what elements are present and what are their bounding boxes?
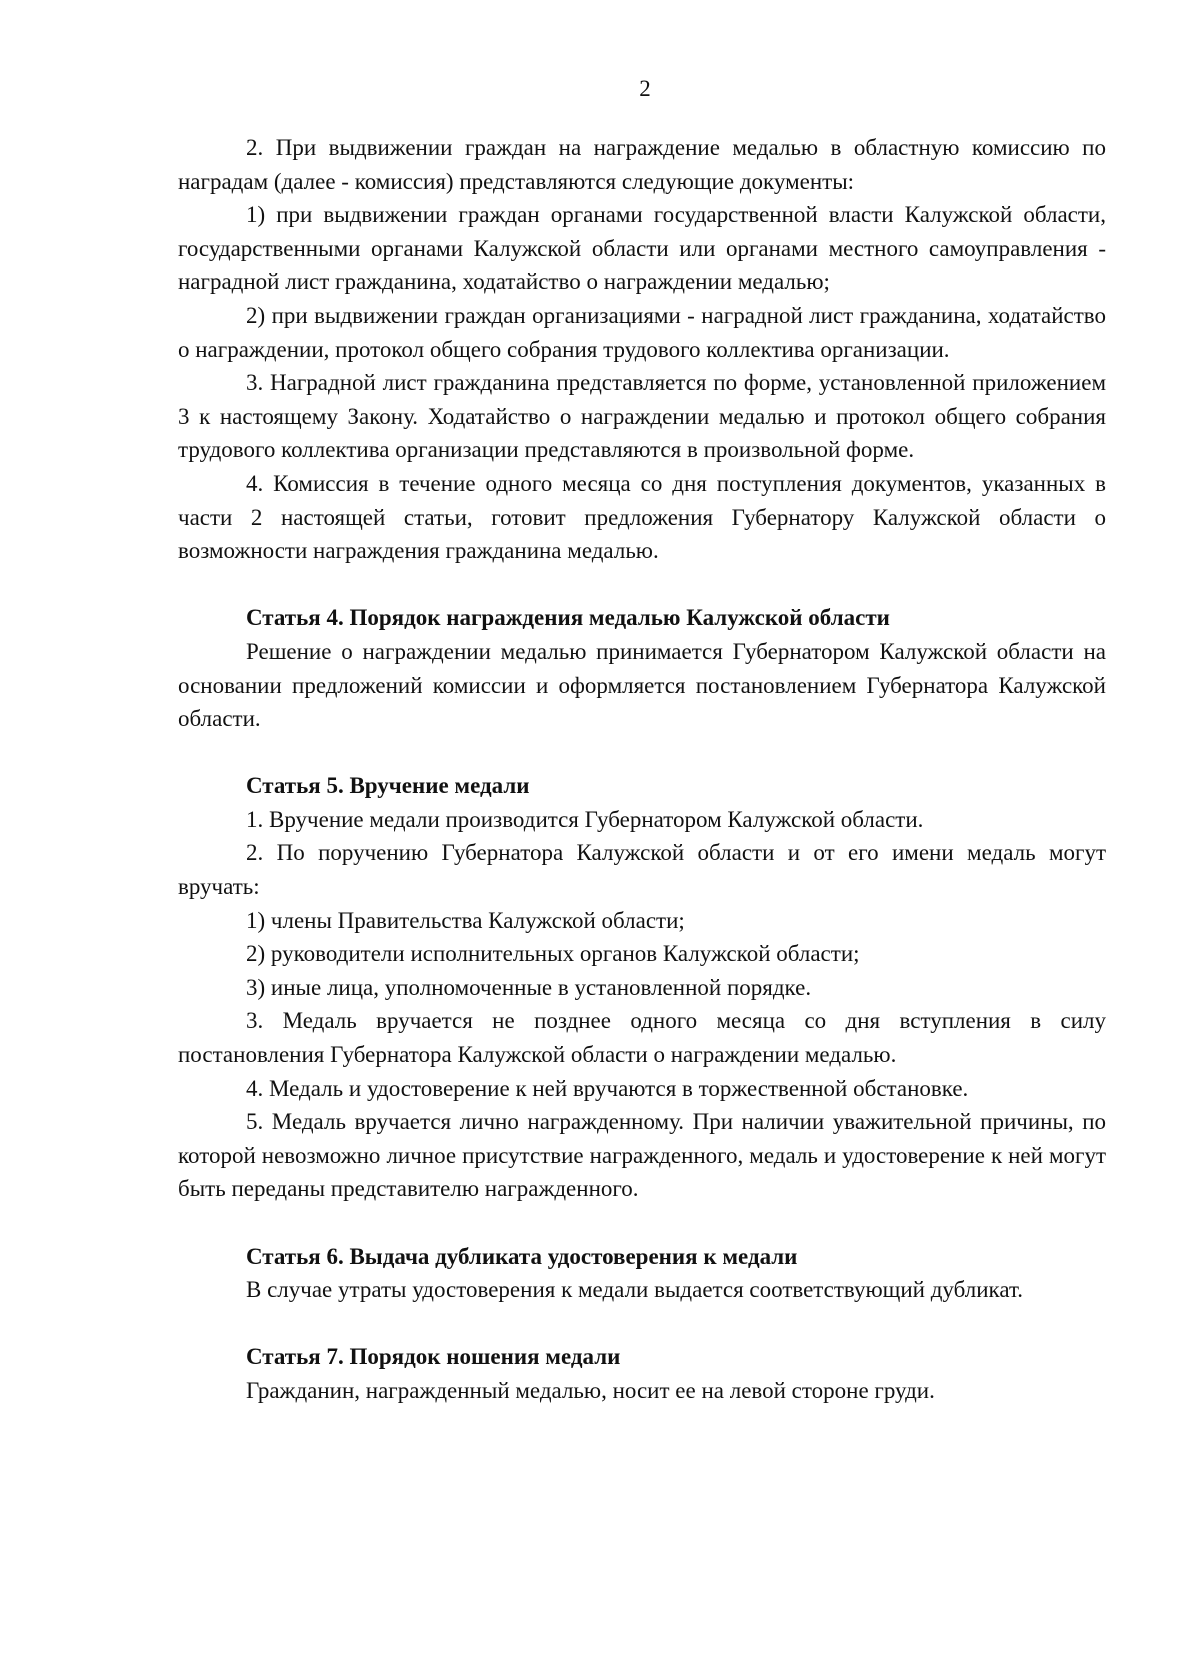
article-5-heading: Статья 5. Вручение медали [246,773,530,799]
paragraph: 2) руководители исполнительных органов Калужской области; [246,941,860,967]
spacer [178,1206,1106,1240]
paragraph: 1. Вручение медали производится Губернатором Калужской области. [246,806,924,832]
article-7-heading: Статья 7. Порядок ношения медали [246,1344,621,1370]
article-6-heading: Статья 6. Выдача дубликата удостоверения к медали [246,1243,798,1269]
paragraph: 2. При выдвижении граждан на награждение медалью в областную комиссию по наградам (далее - комиссия) представляются следующие документы: [178,135,1106,194]
paragraph: 1) члены Правительства Калужской области; [246,907,685,933]
spacer [178,736,1106,770]
paragraph: В случае утраты удостоверения к медали выдается соответствующий дубликат. [246,1277,1024,1303]
paragraph: Гражданин, награжденный медалью, носит ее на левой стороне груди. [246,1377,935,1403]
paragraph: 5. Медаль вручается лично награжденному. При наличии уважительной причины, по которой невозможно личное присутствие награжденного, медаль и удостоверение к ней могут быть переданы представителю награжденного. [178,1109,1106,1202]
document-body [178,131,1106,1408]
paragraph: 3. Медаль вручается не позднее одного месяца со дня вступления в силу постановления Губернатора Калужской области о награждении медалью. [178,1008,1106,1068]
paragraph: 3. Наградной лист гражданина представляется по форме, установленной приложением 3 к настоящему Закону. Ходатайство о награждении медалью и протокол общего собрания трудового коллектива организации представляются в произвольной форме. [178,370,1106,463]
paragraph: Решение о награждении медалью принимается Губернатором Калужской области на основании предложений комиссии и оформляется постановлением Губернатора Калужской области. [178,638,1106,732]
spacer [178,568,1106,602]
paragraph: 2) при выдвижении граждан организациями - наградной лист гражданина, ходатайство о награждении, протокол общего собрания трудового коллектива организации. [178,302,1106,362]
paragraph: 2. По поручению Губернатора Калужской области и от его имени медаль могут вручать: [178,840,1106,900]
paragraph: 4. Медаль и удостоверение к ней вручаются в торжественной обстановке. [246,1075,969,1101]
paragraph: 3) иные лица, уполномоченные в установленной порядке. [246,974,812,1000]
spacer [178,1307,1106,1341]
page-number: 2 [639,76,651,101]
paragraph: 4. Комиссия в течение одного месяца со дня поступления документов, указанных в части 2 настоящей статьи, готовит предложения Губернатору Калужской области о возможности награждения гражданина медалью. [178,470,1106,564]
article-4-heading: Статья 4. Порядок награждения медалью Калужской области [246,605,890,631]
paragraph: 1) при выдвижении граждан органами государственной власти Калужской области, государственными органами Калужской области или органами местного самоуправления - наградной лист гражданина, ходатайство о награждении медалью; [178,202,1106,295]
